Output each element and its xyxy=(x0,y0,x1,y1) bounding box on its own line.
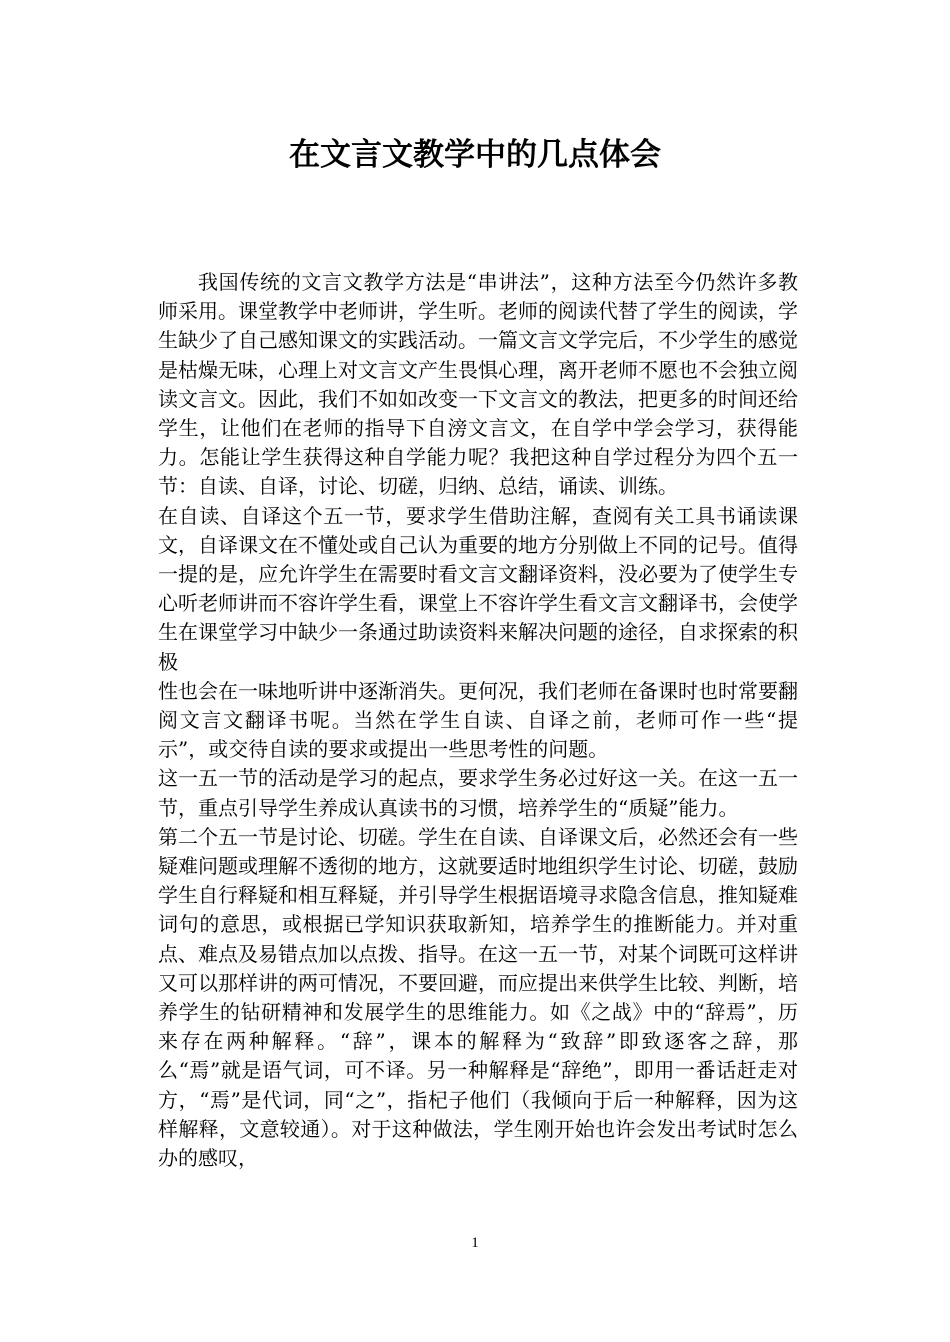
paragraph-4: 这一五一节的活动是学习的起点，要求学生务必过好这一关。在这一五一节，重点引导学生养成认真读书的习惯，培养学生的“质疑”能力。 xyxy=(158,766,798,820)
page-number: 1 xyxy=(471,1235,479,1251)
paragraph-1: 我国传统的文言文教学方法是“串讲法”，这种方法至今仍然许多教师采用。课堂教学中老师讲，学生听。老师的阅读代替了学生的阅读，学生缺少了自己感知课文的实践活动。一篇文言文学完后，不少学生的感觉是枯燥无味，心理上对文言文产生畏惧心理，离开老师不愿也不会独立阅读文言文。因此，我们不如如改变一下文言文的教法，把更多的时间还给学生，让他们在老师的指导下自滂文言文，在自学中学会学习，获得能力。怎能让学生获得这种自学能力呢？我把这种自学过程分为四个五一节：自读、自译，讨论、切磋，归纳、总结，诵读、训练。 xyxy=(158,270,798,499)
paragraph-3: 性也会在一味地听讲中逐渐消失。更何况，我们老师在备课时也时常要翻阅文言文翻译书呢。当然在学生自读、自译之前，老师可作一些“提示”，或交待自读的要求或提出一些思考性的问题。 xyxy=(158,678,798,762)
document-title: 在文言文教学中的几点体会 xyxy=(289,137,661,173)
paragraph-2: 在自读、自译这个五一节，要求学生借助注解，查阅有关工具书诵读课文，自译课文在不懂处或自己认为重要的地方分别做上不同的记号。值得一提的是，应允许学生在需要时看文言文翻译资料，没必要为了使学生专心听老师讲而不容许学生看，课堂上不容许学生看文言文翻译书，会使学生在课堂学习中缺少一条通过助读资料来解决问题的途径，自求探索的积极 xyxy=(158,503,798,674)
document-body xyxy=(158,268,798,1173)
paragraph-5: 第二个五一节是讨论、切磋。学生在自读、自译课文后，必然还会有一些疑难问题或理解不透彻的地方，这就要适时地组织学生讨论、切磋，鼓励学生自行释疑和相互释疑，并引导学生根据语境寻求隐含信息，推知疑难词句的意思，或根据已学知识获取新知，培养学生的推断能力。并对重点、难点及易错点加以点拨、指导。在这一五一节，对某个词既可这样讲又可以那样讲的两可情况，不要回避，而应提出来供学生比较、判断，培养学生的钻研精神和发展学生的思维能力。如《之战》中的“辞焉”，历来存在两种解释。“辞”，课本的解释为“致辞”即致逐客之辞，那么“焉”就是语气词，可不译。另一种解释是“辞绝”，即用一番话赶走对方，“焉”是代词，同“之”，指杞子他们（我倾向于后一种解释，因为这样解释，文意较通）。对于这种做法，学生刚开始也许会发出考试时怎么办的感叹， xyxy=(158,824,798,1171)
